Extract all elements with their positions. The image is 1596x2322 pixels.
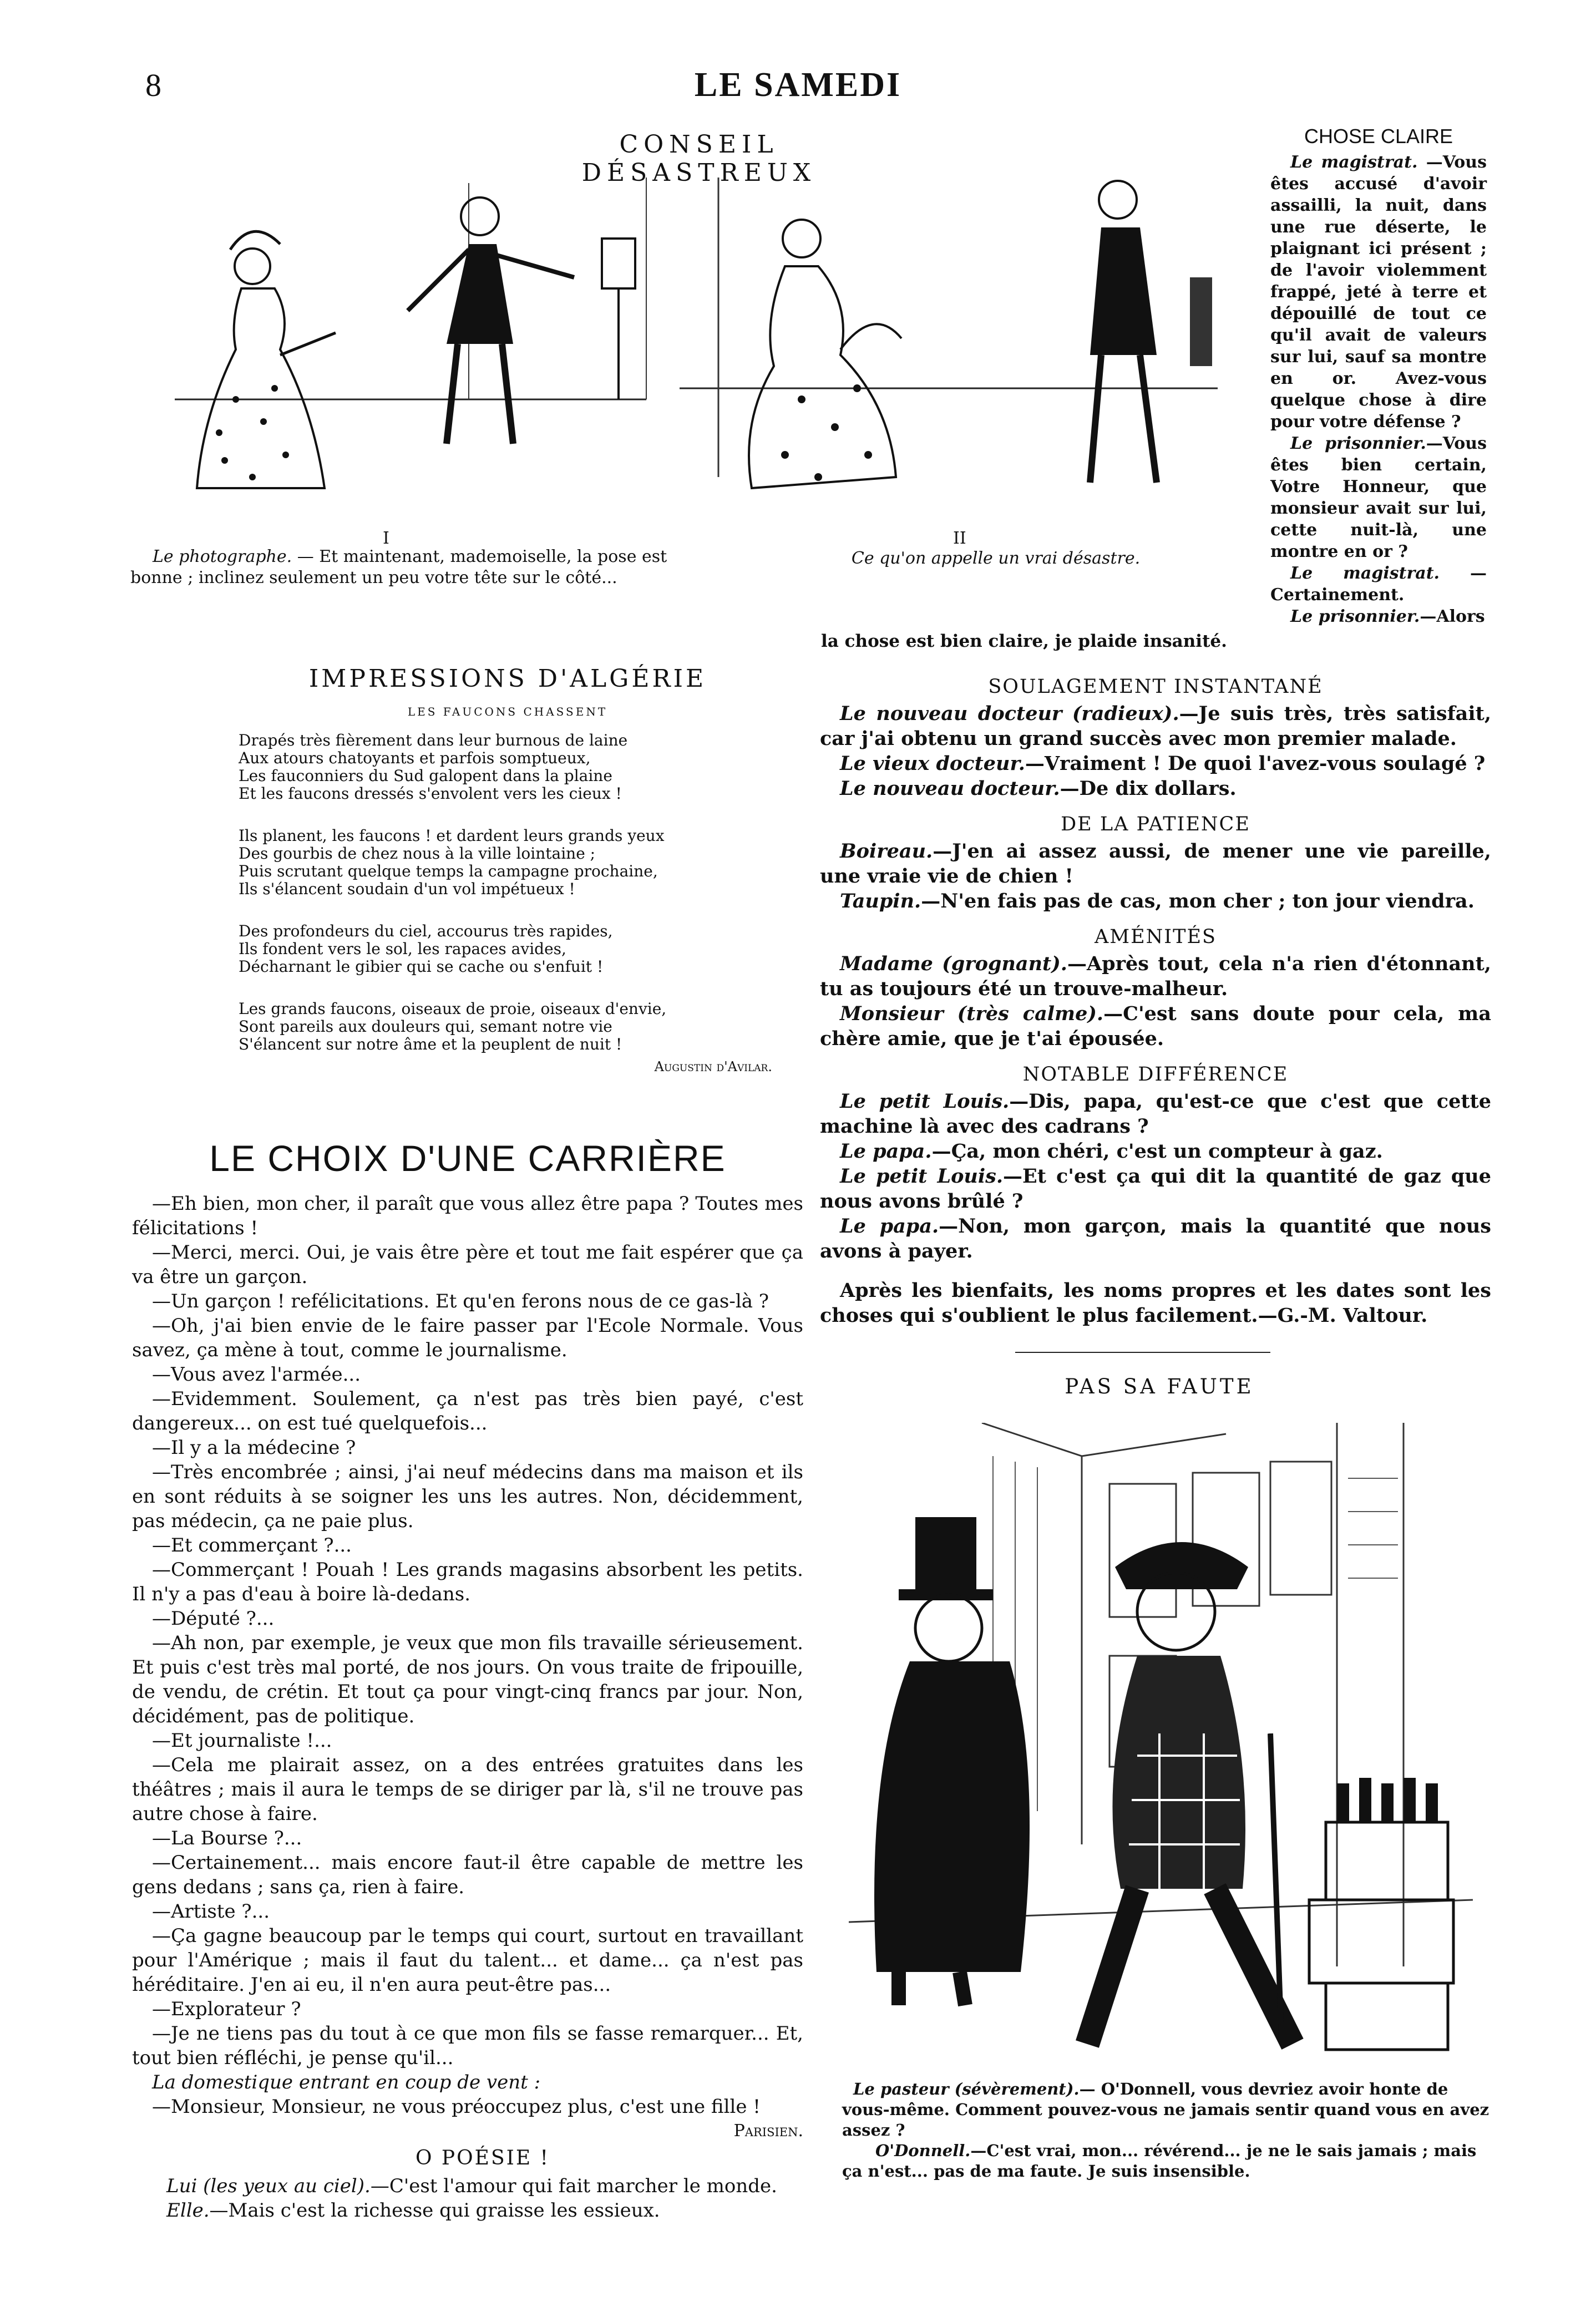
dialogue-paragraph: —Un garçon ! refélicitations. Et qu'en ferons nous de ce gas-là ? [152,1290,769,1312]
poesie-line: Elle.—Mais c'est la richesse qui graisse les essieux. [166,2199,660,2222]
dialogue-paragraph: —Et commerçant ?... [152,1534,352,1557]
chose-claire-line: Le magistrat. — Certainement. [1270,564,1487,605]
impressions-title: IMPRESSIONS D'ALGÉRIE [308,665,707,693]
dialogue-paragraph: —Merci, merci. Oui, je vais être père et tout me fait espérer que ça va être un garçon. [132,1241,803,1288]
poem-stanza: Drapés très fièrement dans leur burnous de laine Aux atours chatoyants et parfois somptueux, Les fauconniers du Sud galopent dans la plaine Et les faucons dressés s'envolent vers les cieux ! [239,731,628,803]
page-number: 8 [145,67,161,103]
dialogue-paragraph: —Ça gagne beaucoup par le temps qui court, surtout en travaillant pour l'Amérique ; mais il faut du talent... et dame... ça n'est pas héréditaire. J'en ai eu, il n'en aura peut-être pas... [132,1925,803,1996]
dialogue-paragraph: —Eh bien, mon cher, il paraît que vous allez être papa ? Toutes mes félicitations ! [132,1193,803,1239]
difference-line: Le papa.—Non, mon garçon, mais la quantité que nous avons à payer. [820,1215,1491,1263]
journal-title: LE SAMEDI [694,66,902,104]
impressions-subtitle: LES FAUCONS CHASSENT [407,705,608,718]
poem-stanza: Des profondeurs du ciel, accourus très rapides, Ils fondent vers le sol, les rapaces avides, Décharnant le gibier qui se cache ou s'enfuit ! [239,922,613,976]
faute-illustration [849,1423,1473,2069]
poesie-section [166,2147,799,2223]
faute-caption-line: O'Donnell.—C'est vrai, mon... révérend... je ne le sais jamais ; mais ça n'est... pas de ma faute. Je suis insensible. [842,2141,1477,2181]
soulagement-title: SOULAGEMENT INSTANTANÉ [988,676,1323,698]
caption-text: — Et maintenant, mademoiselle, la pose est bonne ; inclinez seulement un peu votre tête sur le côté... [130,547,667,587]
cartoon-top-title: CONSEIL DÉSASTREUX [581,130,817,187]
section-divider [1015,1352,1270,1353]
impressions-poem [239,732,777,1053]
dialogue-paragraph: —Commerçant ! Pouah ! Les grands magasins absorbent les petits. Il n'y a pas d'eau à boire là-dedans. [132,1559,803,1605]
difference-line: Le papa.—Ça, mon chéri, c'est un compteur à gaz. [840,1140,1383,1163]
stage-direction: La domestique entrant en coup de vent : [152,2071,541,2093]
dialogue-paragraph: —Monsieur, Monsieur, ne vous préoccupez plus, c'est une fille ! [152,2096,761,2118]
carriere-section [132,1137,803,2141]
dialogue-paragraph: —Je ne tiens pas du tout à ce que mon fils se fasse remarquer... Et, tout bien réfléchi, je pense qu'il... [132,2022,803,2069]
dialogue-paragraph: —Evidemment. Soulement, ça n'est pas très bien payé, c'est dangereux... on est tué quelquefois... [132,1388,803,1434]
difference-line: Le petit Louis.—Dis, papa, qu'est-ce que c'est que cette machine là avec des cadrans ? [820,1090,1491,1138]
cartoon-panel-1-number: I [383,529,389,548]
patience-line: Taupin.—N'en fais pas de cas, mon cher ; ton jour viendra. [840,890,1475,912]
dialogue-paragraph: —Explorateur ? [152,1998,301,2020]
impressions-signature: Augustin d'Avilar. [654,1059,772,1074]
dialogue-paragraph: —Très encombrée ; ainsi, j'ai neuf médecins dans ma maison et ils en sont réduits à se soigner les uns les autres. Non, décidemment, pas médecin, ça ne paie plus. [132,1461,803,1532]
caption-speaker: Le photographe. [153,547,292,566]
dialogue-paragraph: —Et journaliste !... [152,1730,332,1752]
dialogue-paragraph: —Ah non, par exemple, je veux que mon fils travaille sérieusement. Et puis c'est très mal porté, de nos jours. On vous traite de fripouille, de vendu, de crétin. Et tout ça pour vingt-cinq francs par jour. Non, décidément, pas de politique. [132,1632,803,1727]
poem-stanza: Les grands faucons, oiseaux de proie, oiseaux d'envie, Sont pareils aux douleurs qui, semant notre vie S'élancent sur notre âme et la peuplent de nuit ! [239,1000,667,1053]
soulagement-line: Le nouveau docteur.—De dix dollars. [840,777,1237,800]
dialogue-paragraph: —Oh, j'ai bien envie de le faire passer par l'Ecole Normale. Vous savez, ça mène à tout, comme le journalisme. [132,1315,803,1361]
chose-claire-line: Le magistrat. —Vous êtes accusé d'avoir assailli, la nuit, dans une rue déserte, le plaignant ici présent ; de l'avoir violemment frappé, jeté à terre et dépouillé de tout ce qu'il avait de valeurs sur lui, sauf sa montre en or. Avez-vous quelque chose à dire pour votre défense ? [1270,153,1487,432]
cartoon-panel-1-illustration [158,166,652,521]
soulagement-line: Le nouveau docteur (radieux).—Je suis très, très satisfait, car j'ai obtenu un grand succès avec mon premier malade. [820,702,1492,750]
poesie-line: Lui (les yeux au ciel).—C'est l'amour qui fait marcher le monde. [166,2175,777,2197]
difference-line: Le petit Louis.—Et c'est ça qui dit la quantité de gaz que nous avons brûlé ? [820,1165,1491,1213]
dialogue-paragraph: —Artiste ?... [152,1900,270,1923]
dialogue-paragraph: —Vous avez l'armée... [152,1363,361,1386]
impressions-section [239,665,777,1074]
soulagement-line: Le vieux docteur.—Vraiment ! De quoi l'avez-vous soulagé ? [840,752,1486,775]
cartoon-panel-2-illustration [674,166,1223,510]
poem-stanza: Ils planent, les faucons ! et dardent leurs grands yeux Des gourbis de chez nous à la ville lointaine ; Puis scrutant quelque temps la campagne prochaine, Ils s'élancent soudain d'un vol impétueux ! [239,827,665,898]
cartoon-panel-1-caption [130,546,696,589]
chose-claire-line: Le prisonnier.—Alors [1290,607,1485,626]
dialogue-paragraph: —La Bourse ?... [152,1827,302,1849]
difference-title: NOTABLE DIFFÉRENCE [1022,1063,1289,1086]
difference-maxim: Après les bienfaits, les noms propres et les dates sont les choses qui s'oublient le plus facilement.—G.-M. Valtour. [820,1279,1491,1327]
right-column [820,676,1491,1328]
patience-line: Boireau.—J'en ai assez aussi, de mener une vie pareille, une vraie vie de chien ! [820,840,1491,888]
dialogue-paragraph: —Député ?... [152,1608,275,1630]
cartoon-panel-2-number: II [953,529,966,548]
cartoon-panel-2-caption: Ce qu'on appelle un vrai désastre. [851,549,1141,568]
chose-claire-line: Le prisonnier.—Vous êtes bien certain, Votre Honneur, que monsieur avait sur lui, cette nuit-là, une montre en or ? [1270,434,1487,561]
dialogue-paragraph: —Cela me plairait assez, on a des entrées gratuites dans les théâtres ; mais il aura le temps de se diriger par là, s'il ne trouve pas autre chose à faire. [132,1754,803,1825]
faute-caption [842,2079,1491,2182]
patience-title: DE LA PATIENCE [1061,813,1250,835]
carriere-title: LE CHOIX D'UNE CARRIÈRE [209,1138,726,1179]
dialogue-paragraph: —Il y a la médecine ? [152,1437,356,1459]
chose-claire-section [1270,125,1487,627]
chose-claire-continuation: la chose est bien claire, je plaide insanité. [821,631,1227,651]
dialogue-paragraph: —Certainement... mais encore faut-il être capable de mettre les gens dedans ; sans ça, rien à faire. [132,1852,803,1898]
amenites-title: AMÉNITÉS [1095,926,1217,948]
chose-claire-title: CHOSE CLAIRE [1304,125,1453,148]
carriere-signature: Parisien. [733,2121,803,2141]
faute-title: PAS SA FAUTE [1065,1375,1254,1398]
poesie-title: O POÉSIE ! [415,2147,550,2169]
amenites-line: Madame (grognant).—Après tout, cela n'a rien d'étonnant, tu as toujours été un trouve-malheur. [820,952,1491,1000]
faute-caption-line: Le pasteur (sévèrement).— O'Donnell, vous devriez avoir honte de vous-même. Comment pouvez-vous ne jamais sentir quand vous en avez assez ? [842,2080,1489,2140]
amenites-line: Monsieur (très calme).—C'est sans doute pour cela, ma chère amie, que je t'ai épousée. [820,1002,1492,1050]
